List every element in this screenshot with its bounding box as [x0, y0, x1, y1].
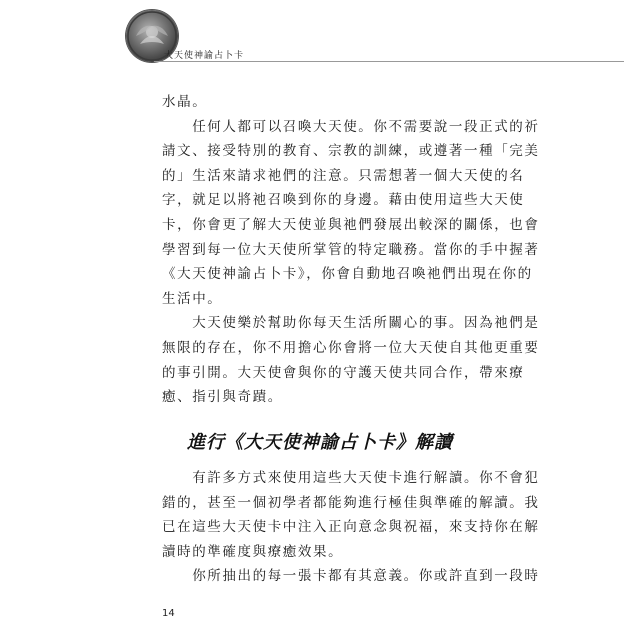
header-divider: [154, 61, 624, 62]
text-line: 的事引開。大天使會與你的守護天使共同合作，帶來療: [162, 364, 525, 381]
paragraph: [162, 564, 540, 589]
text-line: 的」生活來請求祂們的注意。只需想著一個大天使的名: [162, 167, 525, 184]
section-heading: 進行《大天使神諭占卜卡》解讀: [187, 432, 453, 453]
text-line: 任何人都可以召喚大天使。你不需要說一段正式的祈: [162, 118, 540, 135]
paragraph: [162, 311, 540, 409]
text-line: 字，就足以將祂召喚到你的身邊。藉由使用這些大天使: [162, 192, 525, 209]
paragraph: [162, 115, 540, 312]
paragraph: [162, 466, 540, 564]
text-line: 大天使樂於幫助你每天生活所關心的事。因為祂們是: [162, 315, 540, 332]
body-text-bottom: [162, 466, 540, 589]
text-line: 請文、接受特別的教育、宗教的訓練，或遵著一種「完美: [162, 143, 540, 160]
text-line: 卡，你會更了解大天使並與祂們發展出較深的關係，也會: [162, 216, 540, 233]
text-line: 無限的存在，你不用擔心你會將一位大天使自其他更重要: [162, 339, 540, 356]
running-header: [126, 10, 626, 66]
text-line: 讀時的準確度與療癒效果。: [162, 543, 344, 560]
text-line: 水晶。: [162, 94, 208, 110]
text-line: 《大天使神諭占卜卡》，你會自動地召喚祂們出現在你的: [162, 266, 533, 283]
text-line: 錯的，甚至一個初學者都能夠進行極佳與準確的解讀。我: [162, 494, 540, 511]
text-line: 你所抽出的每一張卡都有其意義。你或許直到一段時: [162, 568, 540, 585]
text-line: 有許多方式來使用這些大天使卡進行解讀。你不會犯: [162, 470, 540, 486]
page-number: 14: [162, 608, 175, 619]
text-line: 生活中。: [162, 290, 223, 307]
body-text-top: [162, 90, 540, 410]
running-header-title: 大天使神諭占卜卡: [164, 51, 245, 61]
text-line: 學習到每一位大天使所掌管的特定職務。當你的手中握著: [162, 241, 540, 258]
paragraph: [162, 90, 478, 115]
text-line: 已在這些大天使卡中注入正向意念與祝福，來支持你在解: [162, 519, 540, 536]
text-line: 癒、指引與奇蹟。: [162, 389, 283, 406]
